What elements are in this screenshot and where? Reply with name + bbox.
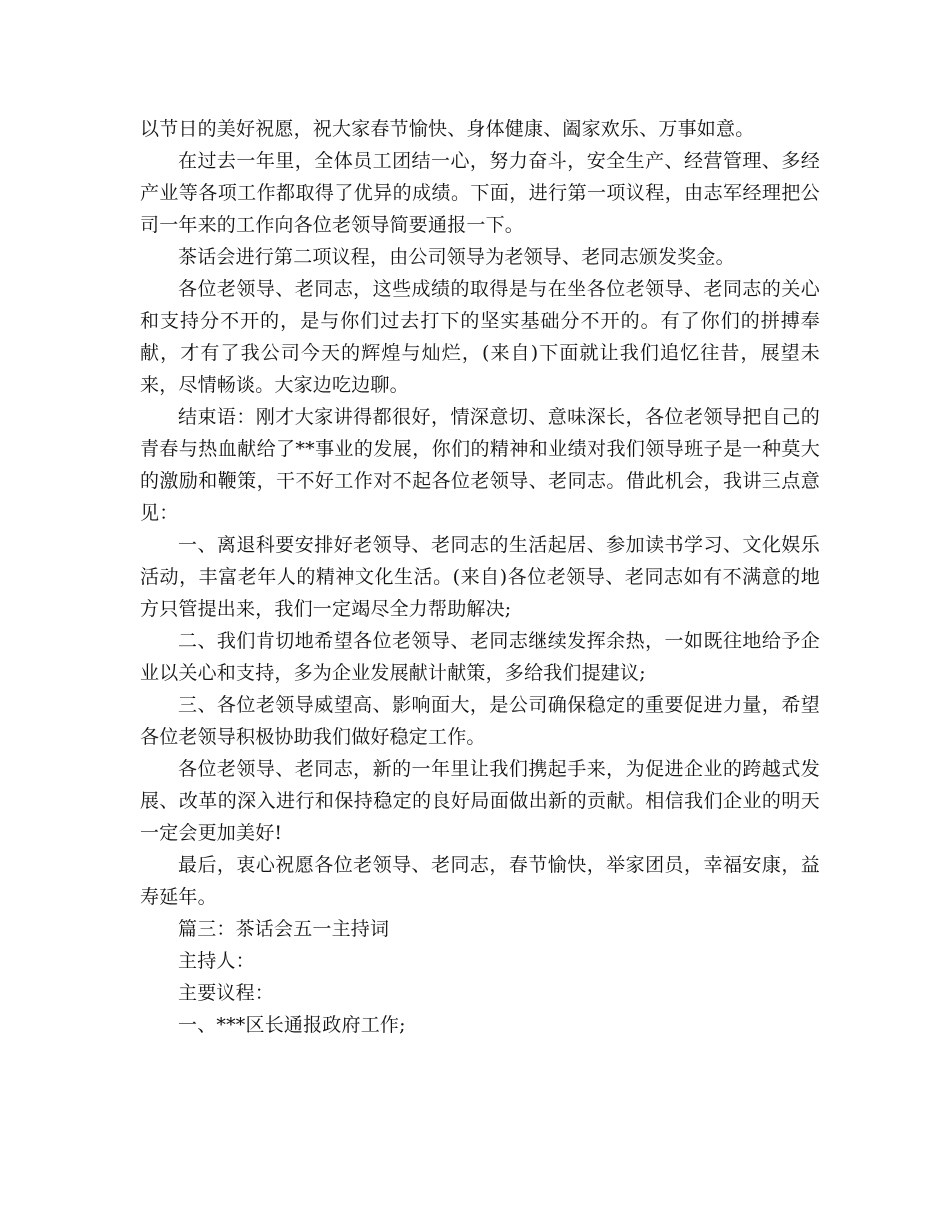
paragraph-2: 在过去一年里，全体员工团结一心，努力奋斗，安全生产、经营管理、多经产业等各项工作都取得了优异的成绩。下面，进行第一项议程，由志军经理把公司一年来的工作向各位老领导简要通报一下。 — [140, 150, 820, 236]
paragraph-8: 三、各位老领导威望高、影响面大，是公司确保稳定的重要促进力量，希望各位老领导积极协助我们做好稳定工作。 — [140, 694, 820, 748]
document-body — [140, 113, 820, 1041]
agenda-label: 主要议程： — [178, 982, 275, 1004]
paragraph-1: 以节日的美好祝愿，祝大家春节愉快、身体健康、阖家欢乐、万事如意。 — [140, 118, 755, 140]
agenda-item-1: 一、***区长通报政府工作; — [178, 1014, 406, 1036]
paragraph-9: 各位老领导、老同志，新的一年里让我们携起手来，为促进企业的跨越式发展、改革的深入进行和保持稳定的良好局面做出新的贡献。相信我们企业的明天一定会更加美好! — [140, 758, 820, 844]
paragraph-7: 二、我们肯切地希望各位老领导、老同志继续发挥余热，一如既往地给予企业以关心和支持，多为企业发展献计献策，多给我们提建议; — [140, 630, 820, 684]
paragraph-10: 最后，衷心祝愿各位老领导、老同志，春节愉快，举家团员，幸福安康，益寿延年。 — [140, 854, 820, 908]
host-label: 主持人： — [178, 950, 255, 972]
paragraph-6: 一、离退科要安排好老领导、老同志的生活起居、参加读书学习、文化娱乐活动，丰富老年人的精神文化生活。(来自)各位老领导、老同志如有不满意的地方只管提出来，我们一定竭尽全力帮助解决; — [140, 534, 820, 620]
paragraph-5: 结束语：刚才大家讲得都很好，情深意切、意味深长，各位老领导把自己的青春与热血献给了**事业的发展，你们的精神和业绩对我们领导班子是一种莫大的激励和鞭策，干不好工作对不起各位老领导、老同志。借此机会，我讲三点意见： — [140, 406, 820, 524]
paragraph-4: 各位老领导、老同志，这些成绩的取得是与在坐各位老领导、老同志的关心和支持分不开的，是与你们过去打下的坚实基础分不开的。有了你们的拼搏奉献，才有了我公司今天的辉煌与灿烂，(来自)下面就让我们追忆往昔，展望未来，尽情畅谈。大家边吃边聊。 — [140, 278, 820, 396]
section-heading: 篇三：茶话会五一主持词 — [178, 918, 390, 940]
paragraph-3: 茶话会进行第二项议程，由公司领导为老领导、老同志颁发奖金。 — [178, 246, 735, 268]
